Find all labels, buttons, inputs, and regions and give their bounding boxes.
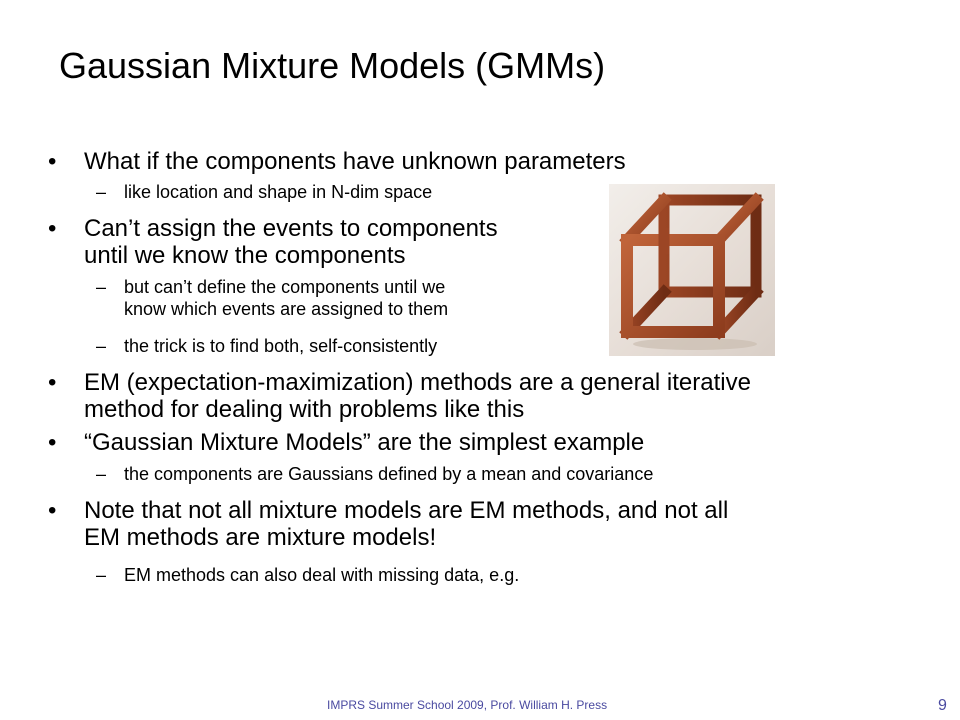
page-number: 9 <box>938 697 947 714</box>
bullet-marker: • <box>48 215 57 242</box>
sub-bullet-marker: – <box>96 336 107 356</box>
sub-bullet-text: like location and shape in N-dim space <box>124 182 433 202</box>
sub-bullet-marker: – <box>96 277 107 297</box>
bullet-text: What if the components have unknown parameters <box>84 148 626 175</box>
bullet-marker: • <box>48 429 57 456</box>
sub-bullet-2 <box>96 276 449 320</box>
bullet-text: EM methods are mixture models! <box>84 524 437 551</box>
bullet-text: method for dealing with problems like this <box>84 396 525 423</box>
bullet-text: Can’t assign the events to components <box>84 215 498 242</box>
bullet-text: “Gaussian Mixture Models” are the simplest example <box>84 429 645 456</box>
bullet-marker: • <box>48 369 57 396</box>
bullet-2 <box>48 215 498 269</box>
impossible-cube-image <box>609 184 775 356</box>
bullet-marker: • <box>48 148 57 175</box>
bullet-text: EM (expectation-maximization) methods are a general iterative <box>84 369 751 396</box>
bullet-marker: • <box>48 497 57 524</box>
slide-footer: IMPRS Summer School 2009, Prof. William H. Press <box>327 698 608 712</box>
sub-bullet-text: know which events are assigned to them <box>124 299 449 319</box>
impossible-cube-icon <box>609 184 775 356</box>
bullet-text: Note that not all mixture models are EM methods, and not all <box>84 497 729 524</box>
sub-bullet-text: the components are Gaussians defined by a mean and covariance <box>124 464 654 484</box>
bullet-text: until we know the components <box>84 242 406 269</box>
sub-bullet-text: the trick is to find both, self-consistently <box>124 336 438 356</box>
bullet-3 <box>48 369 751 423</box>
bullet-4 <box>48 429 645 456</box>
sub-bullet-text: but can’t define the components until we <box>124 277 446 297</box>
slide-title: Gaussian Mixture Models (GMMs) <box>59 45 606 86</box>
sub-bullet-marker: – <box>96 182 107 202</box>
sub-bullet-text: EM methods can also deal with missing data, e.g. <box>124 565 520 585</box>
sub-bullet-marker: – <box>96 464 107 484</box>
sub-bullet-1 <box>96 181 433 203</box>
bullet-1 <box>48 148 626 175</box>
sub-bullet-marker: – <box>96 565 107 585</box>
sub-bullet-3 <box>96 335 438 357</box>
bullet-5 <box>48 497 729 551</box>
sub-bullet-5 <box>96 564 520 586</box>
sub-bullet-4 <box>96 463 654 485</box>
